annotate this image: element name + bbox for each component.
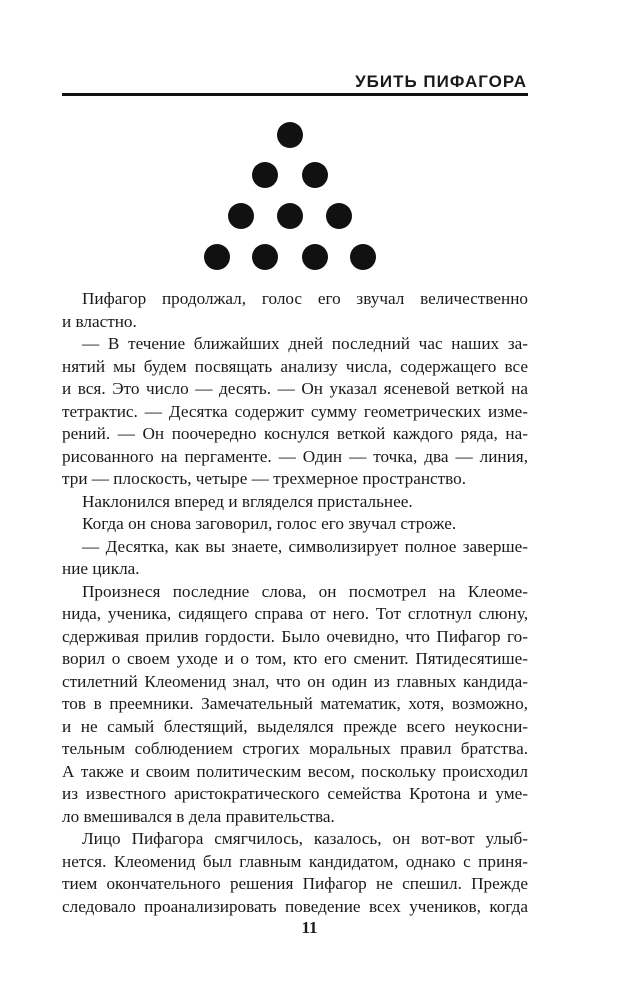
- text-line: и вся. Это число — десять. — Он указал ясеневой веткой на: [62, 379, 528, 398]
- text-line: ворил о своем уходе и о том, кто его сменит. Пятидесятише-: [62, 649, 528, 668]
- text-line: стилетний Клеоменид знал, что он один из главных кандида-: [62, 671, 528, 691]
- tetractys-dot: [228, 203, 254, 229]
- page-number: 11: [301, 918, 318, 937]
- text-line: ло вмешивался в дела правительства.: [62, 806, 335, 826]
- text-line: А также и своим политическим весом, поскольку происходил: [62, 761, 528, 781]
- text-line: Когда он снова заговорил, голос его звучал строже.: [82, 514, 457, 533]
- text-line: тетрактис. — Десятка содержит сумму геометрических изме-: [62, 401, 528, 421]
- text-line: ние цикла.: [62, 559, 140, 578]
- tetractys-dot: [302, 162, 328, 188]
- text-line: тием окончательного решения Пифагор не спешил. Прежде: [62, 874, 528, 893]
- tetractys-dot: [350, 244, 376, 270]
- text-line: следовало проанализировать поведение всех учеников, когда: [62, 896, 528, 916]
- tetractys-dot: [302, 244, 328, 270]
- header-rule: [62, 93, 528, 96]
- text-line: три — плоскость, четыре — трехмерное пространство.: [62, 469, 467, 488]
- text-line: рений. — Он поочередно коснулся веткой каждого ряда, на-: [62, 424, 528, 443]
- text-line: — В течение ближайших дней последний час наших за-: [82, 334, 528, 353]
- text-line: нида, ученика, сидящего справа от него. Тот сглотнул слюну,: [62, 604, 528, 623]
- text-line: Наклонился вперед и вгляделся пристальнее.: [82, 491, 413, 511]
- text-line: сдерживая прилив гордости. Было очевидно, что Пифагор го-: [62, 626, 528, 646]
- text-line: нятий мы будем посвящать анализу числа, содержащего все: [62, 356, 528, 376]
- text-line: Лицо Пифагора смягчилось, казалось, он вот-вот улыб-: [82, 829, 528, 848]
- text-line: Пифагор продолжал, голос его звучал величественно: [82, 289, 528, 308]
- text-line: — Десятка, как вы знаете, символизирует полное заверше-: [82, 536, 528, 556]
- tetractys-dot: [252, 244, 278, 270]
- text-line: тельным соблюдением строгих моральных правил братства.: [62, 739, 528, 758]
- tetractys-figure: [195, 118, 395, 278]
- tetractys-dot: [277, 203, 303, 229]
- tetractys-dot: [326, 203, 352, 229]
- tetractys-dot: [204, 244, 230, 270]
- tetractys-dot: [277, 122, 303, 148]
- text-line: из известного аристократического семейства Кротона и уме-: [62, 784, 528, 803]
- text-line: и не самый блестящий, выделялся прежде всего неукосни-: [62, 716, 528, 736]
- body-text: [62, 288, 528, 918]
- text-line: рисованного на пергаменте. — Один — точка, два — линия,: [62, 446, 528, 466]
- text-line: и властно.: [62, 311, 137, 331]
- text-line: Произнеся последние слова, он посмотрел на Клеоме-: [82, 581, 528, 601]
- text-line: тов в преемники. Замечательный математик, хотя, возможно,: [62, 694, 528, 713]
- text-line: нется. Клеоменид был главным кандидатом, однако с приня-: [62, 851, 528, 871]
- tetractys-dot: [252, 162, 278, 188]
- running-title: УБИТЬ ПИФАГОРА: [355, 72, 527, 91]
